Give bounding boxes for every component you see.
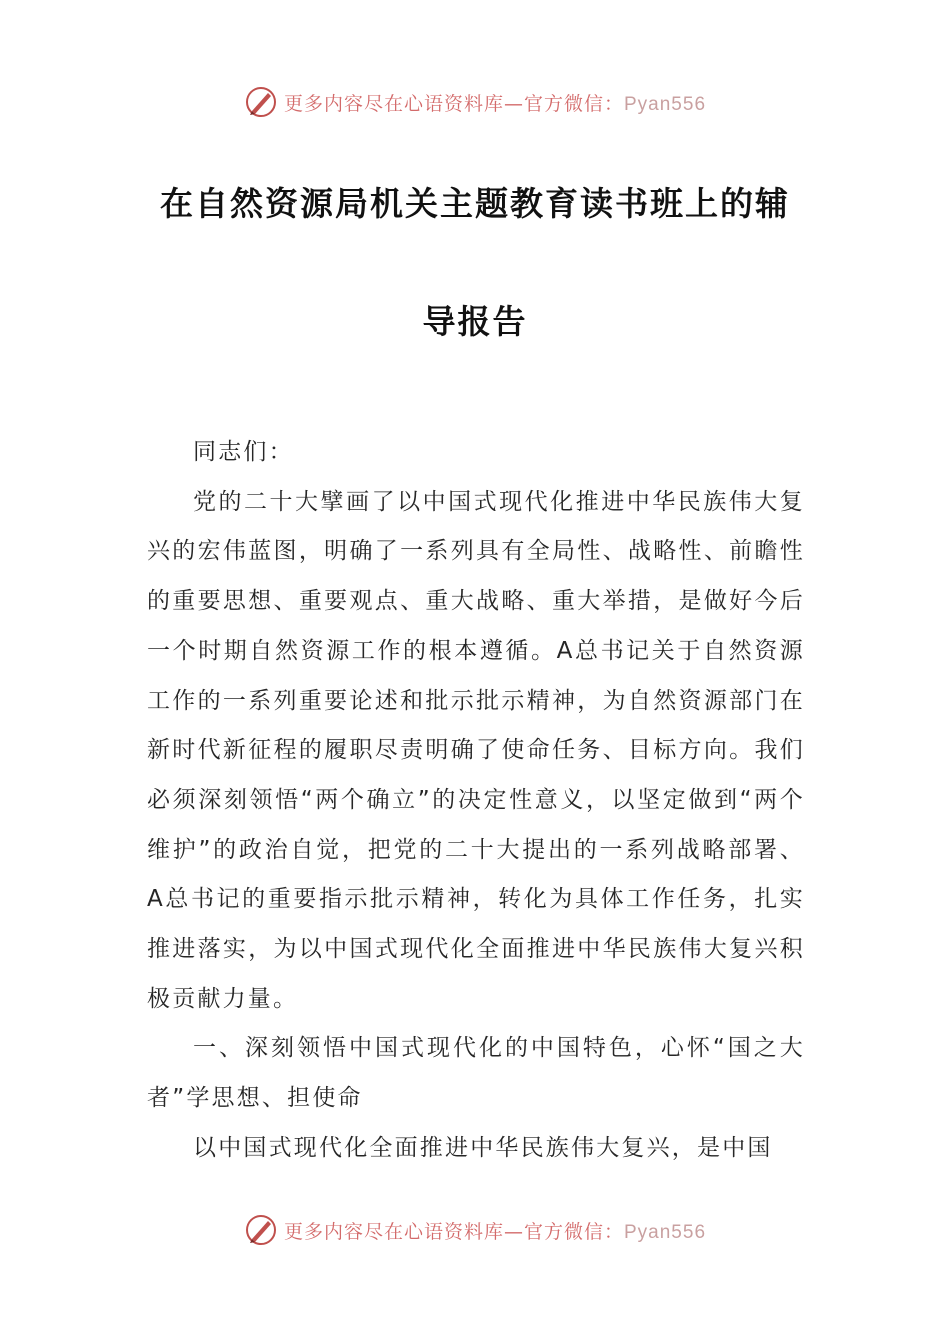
watermark-text: 更多内容尽在心语资料库—官方微信：Pyan556: [283, 1220, 707, 1243]
footer-watermark: [0, 1210, 950, 1250]
pen-logo-icon: [244, 85, 278, 119]
salutation: 同志们：: [193, 439, 294, 465]
paragraph: 以中国式现代化全面推进中华民族伟大复兴，是中国: [193, 1134, 773, 1161]
document-body: [147, 428, 805, 1174]
section-heading: 一、深刻领悟中国式现代化的中国特色，心怀“国之大者”学思想、担使命: [147, 1035, 805, 1112]
watermark-text: 更多内容尽在心语资料库—官方微信：Pyan556: [283, 92, 707, 115]
header-watermark: [0, 82, 950, 122]
document-title-line-2: 导报告: [422, 302, 528, 341]
document-title-line-1: 在自然资源局机关主题教育读书班上的辅: [160, 184, 790, 223]
pen-logo-icon: [244, 1213, 278, 1247]
paragraph: 党的二十大擘画了以中国式现代化推进中华民族伟大复兴的宏伟蓝图，明确了一系列具有全局性、战略性、前瞻性的重要思想、重要观点、重大战略、重大举措，是做好今后一个时期自然资源工作的根本遵循。A总书记关于自然资源工作的一系列重要论述和批示批示精神，为自然资源部门在新时代新征程的履职尽责明确了使命任务、目标方向。我们必须深刻领悟“两个确立”的决定性意义，以坚定做到“两个维护”的政治自觉，把党的二十大提出的一系列战略部署、A总书记的重要指示批示精神，转化为具体工作任务，扎实推进落实，为以中国式现代化全面推进中华民族伟大复兴积极贡献力量。: [147, 488, 805, 1012]
